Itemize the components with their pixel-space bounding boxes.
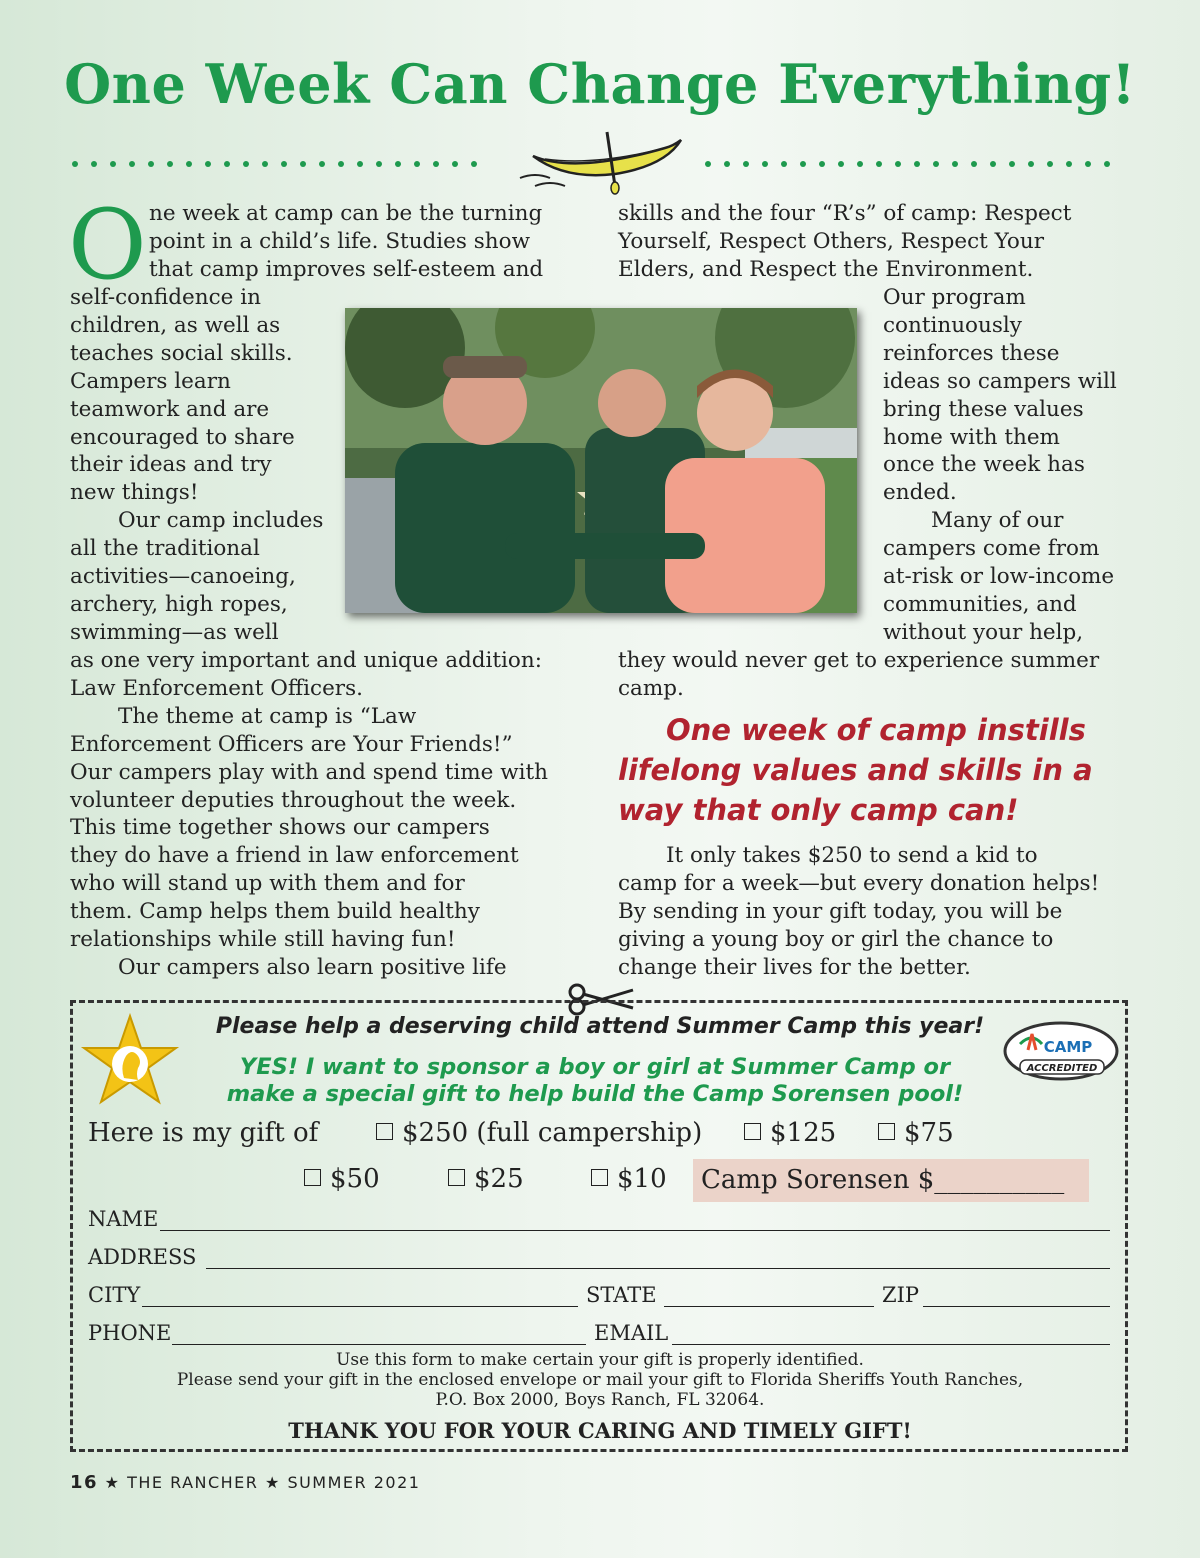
article-line: giving a young boy or girl the chance to xyxy=(618,926,1054,952)
article-line: they would never get to experience summer xyxy=(618,648,1100,673)
publication-name: THE RANCHER xyxy=(127,1473,259,1492)
article-line: Elders, and Respect the Environment. xyxy=(618,256,1034,282)
state-label: STATE xyxy=(586,1283,657,1307)
city-label: CITY xyxy=(88,1283,141,1307)
zip-label: ZIP xyxy=(882,1283,920,1307)
aca-accredited-badge-icon xyxy=(1002,1020,1120,1082)
article-left-bottom xyxy=(70,647,548,982)
article-line: all the traditional xyxy=(70,536,260,562)
form-note xyxy=(120,1350,1080,1410)
article-line: Our campers play with and spend time with xyxy=(70,759,548,785)
article-line: Our program xyxy=(883,285,1026,310)
address-label: ADDRESS xyxy=(88,1245,197,1269)
article-right-bottom xyxy=(618,842,1099,982)
thank-you-text: THANK YOU FOR YOUR CARING AND TIMELY GIFT! xyxy=(288,1418,912,1443)
article-line: self-confidence in xyxy=(70,285,261,310)
gift-option-25[interactable] xyxy=(448,1164,524,1194)
callout-line: One week of camp instills xyxy=(666,713,1086,747)
checkbox-icon[interactable] xyxy=(376,1123,393,1140)
article-left-top xyxy=(149,200,543,284)
address-field[interactable] xyxy=(206,1268,1110,1269)
article-line: new things! xyxy=(70,480,199,506)
article-line: children, as well as xyxy=(70,312,281,338)
camp-sorensen-amount-field[interactable]: Camp Sorensen $__________ xyxy=(693,1159,1089,1202)
article-line: It only takes $250 to send a kid to xyxy=(666,843,1038,868)
gift-option-75[interactable] xyxy=(878,1118,954,1148)
gift-option-label: $10 xyxy=(617,1164,667,1194)
page-title: One Week Can Change Everything! xyxy=(64,52,1136,116)
canoe-icon xyxy=(515,126,695,196)
dotted-rule-right xyxy=(705,152,1135,164)
article-line: This time together shows our campers xyxy=(70,815,490,841)
article-line: their ideas and try xyxy=(70,452,272,478)
article-line: change their lives for the better. xyxy=(618,954,971,980)
name-label: NAME xyxy=(88,1207,159,1231)
article-line: point in a child’s life. Studies show xyxy=(149,228,530,254)
article-line: The theme at camp is “Law xyxy=(118,703,417,729)
article-line: Our campers also learn positive life xyxy=(118,954,507,980)
form-note-line: Please send your gift in the enclosed envelope or mail your gift to Florida Sheriffs Youth Ranches, xyxy=(176,1370,1024,1390)
article-line: as one very important and unique addition: xyxy=(70,648,542,673)
article-line: once the week has xyxy=(883,452,1085,478)
sheriff-star-icon xyxy=(80,1012,180,1108)
article-line: encouraged to share xyxy=(70,424,295,450)
article-line: relationships while still having fun! xyxy=(70,927,456,953)
article-line: teaches social skills. xyxy=(70,340,293,366)
issue-date: SUMMER 2021 xyxy=(287,1473,421,1492)
page-number: 16 xyxy=(70,1472,99,1493)
article-line: them. Camp helps them build healthy xyxy=(70,899,480,925)
gift-option-10[interactable] xyxy=(591,1164,667,1194)
gift-option-250[interactable] xyxy=(376,1118,702,1148)
article-line: home with them xyxy=(883,424,1060,450)
article-line: Campers learn xyxy=(70,368,231,394)
article-line: camp. xyxy=(618,675,684,701)
photo-illustration xyxy=(345,308,857,613)
article-line: at-risk or low-income xyxy=(883,564,1115,590)
dotted-rule-left xyxy=(72,152,502,164)
phone-label: PHONE xyxy=(88,1321,172,1345)
article-line: reinforces these xyxy=(883,340,1060,366)
article-line: By sending in your gift today, you will be xyxy=(618,898,1063,924)
zip-field[interactable] xyxy=(923,1306,1110,1307)
gift-option-label: $75 xyxy=(904,1118,954,1148)
checkbox-icon[interactable] xyxy=(744,1123,761,1140)
article-right-top xyxy=(618,200,1071,284)
article-line: Law Enforcement Officers. xyxy=(70,675,363,701)
checkbox-icon[interactable] xyxy=(304,1169,321,1186)
article-line: ended. xyxy=(883,480,957,506)
article-line: bring these values xyxy=(883,396,1084,422)
drop-cap: O xyxy=(68,189,147,301)
article-line: Yourself, Respect Others, Respect Your xyxy=(618,228,1044,254)
article-line: Many of our xyxy=(931,508,1064,534)
form-note-line: P.O. Box 2000, Boys Ranch, FL 32064. xyxy=(435,1390,765,1410)
article-line: ideas so campers will xyxy=(883,368,1117,394)
city-field[interactable] xyxy=(142,1306,578,1307)
aca-accredited-text: ACCREDITED xyxy=(1026,1063,1098,1074)
name-field[interactable] xyxy=(160,1230,1110,1231)
article-line: they do have a friend in law enforcement xyxy=(70,843,519,869)
callout-line: way that only camp can! xyxy=(618,793,1019,827)
form-subheading xyxy=(190,1054,1000,1108)
form-subheading-line: make a special gift to help build the Camp Sorensen pool! xyxy=(226,1081,964,1107)
article-line: activities—canoeing, xyxy=(70,564,296,590)
article-line: who will stand up with them and for xyxy=(70,871,465,897)
email-label: EMAIL xyxy=(594,1321,669,1345)
article-line: skills and the four “R’s” of camp: Respect xyxy=(618,201,1072,226)
checkbox-icon[interactable] xyxy=(591,1169,608,1186)
phone-field[interactable] xyxy=(172,1344,586,1345)
gift-option-50[interactable] xyxy=(304,1164,380,1194)
star-icon: ★ xyxy=(265,1473,281,1492)
gift-option-label: $50 xyxy=(330,1164,380,1194)
article-right-wrap xyxy=(883,284,1117,647)
article-line: without your help, xyxy=(883,619,1084,645)
page-footer xyxy=(70,1472,420,1493)
gift-option-125[interactable] xyxy=(744,1118,836,1148)
article-line: ne week at camp can be the turning xyxy=(149,201,543,226)
article-line: communities, and xyxy=(883,591,1077,617)
article-line: volunteer deputies throughout the week. xyxy=(70,787,517,813)
form-note-line: Use this form to make certain your gift is properly identified. xyxy=(336,1350,864,1370)
form-subheading-line: YES! I want to sponsor a boy or girl at Summer Camp or xyxy=(239,1054,951,1080)
callout-line: lifelong values and skills in a xyxy=(618,753,1093,787)
article-line: Enforcement Officers are Your Friends!” xyxy=(70,731,513,757)
aca-brand: CAMP xyxy=(1043,1038,1093,1056)
state-field[interactable] xyxy=(664,1306,874,1307)
article-line: Our camp includes xyxy=(118,508,324,534)
gift-option-label: $250 (full campership) xyxy=(402,1118,703,1148)
gift-option-label: $125 xyxy=(770,1118,837,1148)
article-line: that camp improves self-esteem and xyxy=(149,256,544,282)
article-right-mid xyxy=(618,647,1099,703)
star-icon: ★ xyxy=(104,1473,121,1492)
email-field[interactable] xyxy=(672,1344,1110,1345)
gift-label: Here is my gift of xyxy=(88,1118,319,1148)
form-heading: Please help a deserving child attend Summer Camp this year! xyxy=(215,1014,985,1039)
article-line: teamwork and are xyxy=(70,396,270,422)
article-left-wrap xyxy=(70,284,323,647)
article-line: continuously xyxy=(883,312,1022,338)
article-line: campers come from xyxy=(883,536,1100,562)
article-line: camp for a week—but every donation helps! xyxy=(618,870,1100,896)
article-line: archery, high ropes, xyxy=(70,591,288,617)
camp-photo xyxy=(345,308,857,613)
callout-quote xyxy=(618,710,1138,830)
checkbox-icon[interactable] xyxy=(878,1123,895,1140)
checkbox-icon[interactable] xyxy=(448,1169,465,1186)
gift-option-label: $25 xyxy=(474,1164,524,1194)
article-line: swimming—as well xyxy=(70,619,279,645)
